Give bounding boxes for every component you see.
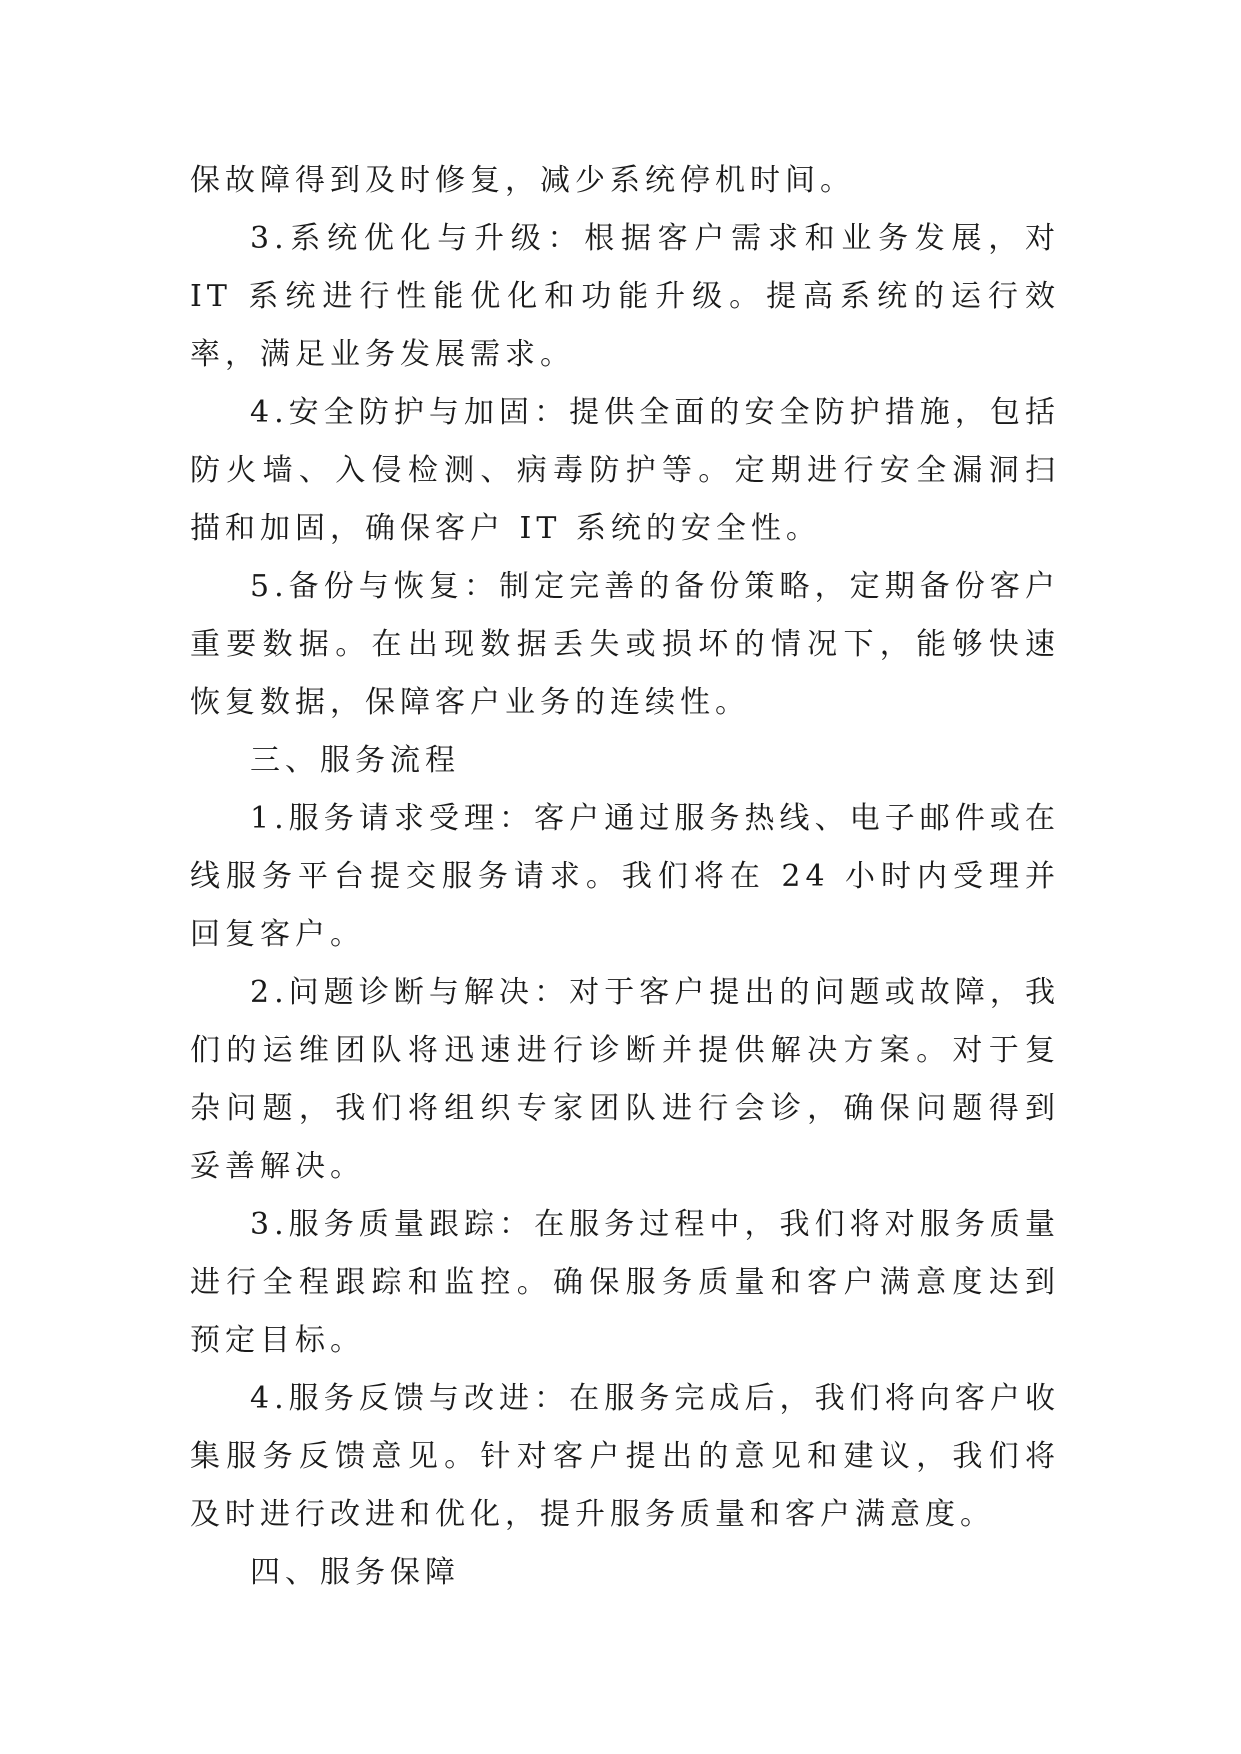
paragraph-item-diagnosis: 2.问题诊断与解决：对于客户提出的问题或故障，我们的运维团队将迅速进行诊断并提供解决方案。对于复杂问题，我们将组织专家团队进行会诊，确保问题得到妥善解决。 (190, 975, 1060, 1184)
paragraph-item-system-optimization: 3.系统优化与升级：根据客户需求和业务发展，对 IT 系统进行性能优化和功能升级。提高系统的运行效率，满足业务发展需求。 (190, 221, 1060, 372)
paragraph-item-quality-tracking: 3.服务质量跟踪：在服务过程中，我们将对服务质量进行全程跟踪和监控。确保服务质量和客户满意度达到预定目标。 (190, 1207, 1060, 1358)
paragraph-item-request-handling: 1.服务请求受理：客户通过服务热线、电子邮件或在线服务平台提交服务请求。我们将在 24 小时内受理并回复客户。 (190, 801, 1060, 952)
paragraph-item-security-protection: 4.安全防护与加固：提供全面的安全防护措施，包括防火墙、入侵检测、病毒防护等。定期进行安全漏洞扫描和加固，确保客户 IT 系统的安全性。 (190, 395, 1060, 546)
document-body (190, 152, 1060, 1602)
paragraph-item-backup-recovery: 5.备份与恢复：制定完善的备份策略，定期备份客户重要数据。在出现数据丢失或损坏的情况下，能够快速恢复数据，保障客户业务的连续性。 (190, 569, 1060, 720)
paragraph-item-feedback: 4.服务反馈与改进：在服务完成后，我们将向客户收集服务反馈意见。针对客户提出的意见和建议，我们将及时进行改进和优化，提升服务质量和客户满意度。 (190, 1381, 1060, 1532)
section-heading-service-guarantee: 四、服务保障 (250, 1555, 460, 1590)
paragraph-continuation: 保故障得到及时修复，减少系统停机时间。 (190, 163, 855, 198)
section-heading-service-process: 三、服务流程 (250, 743, 460, 778)
